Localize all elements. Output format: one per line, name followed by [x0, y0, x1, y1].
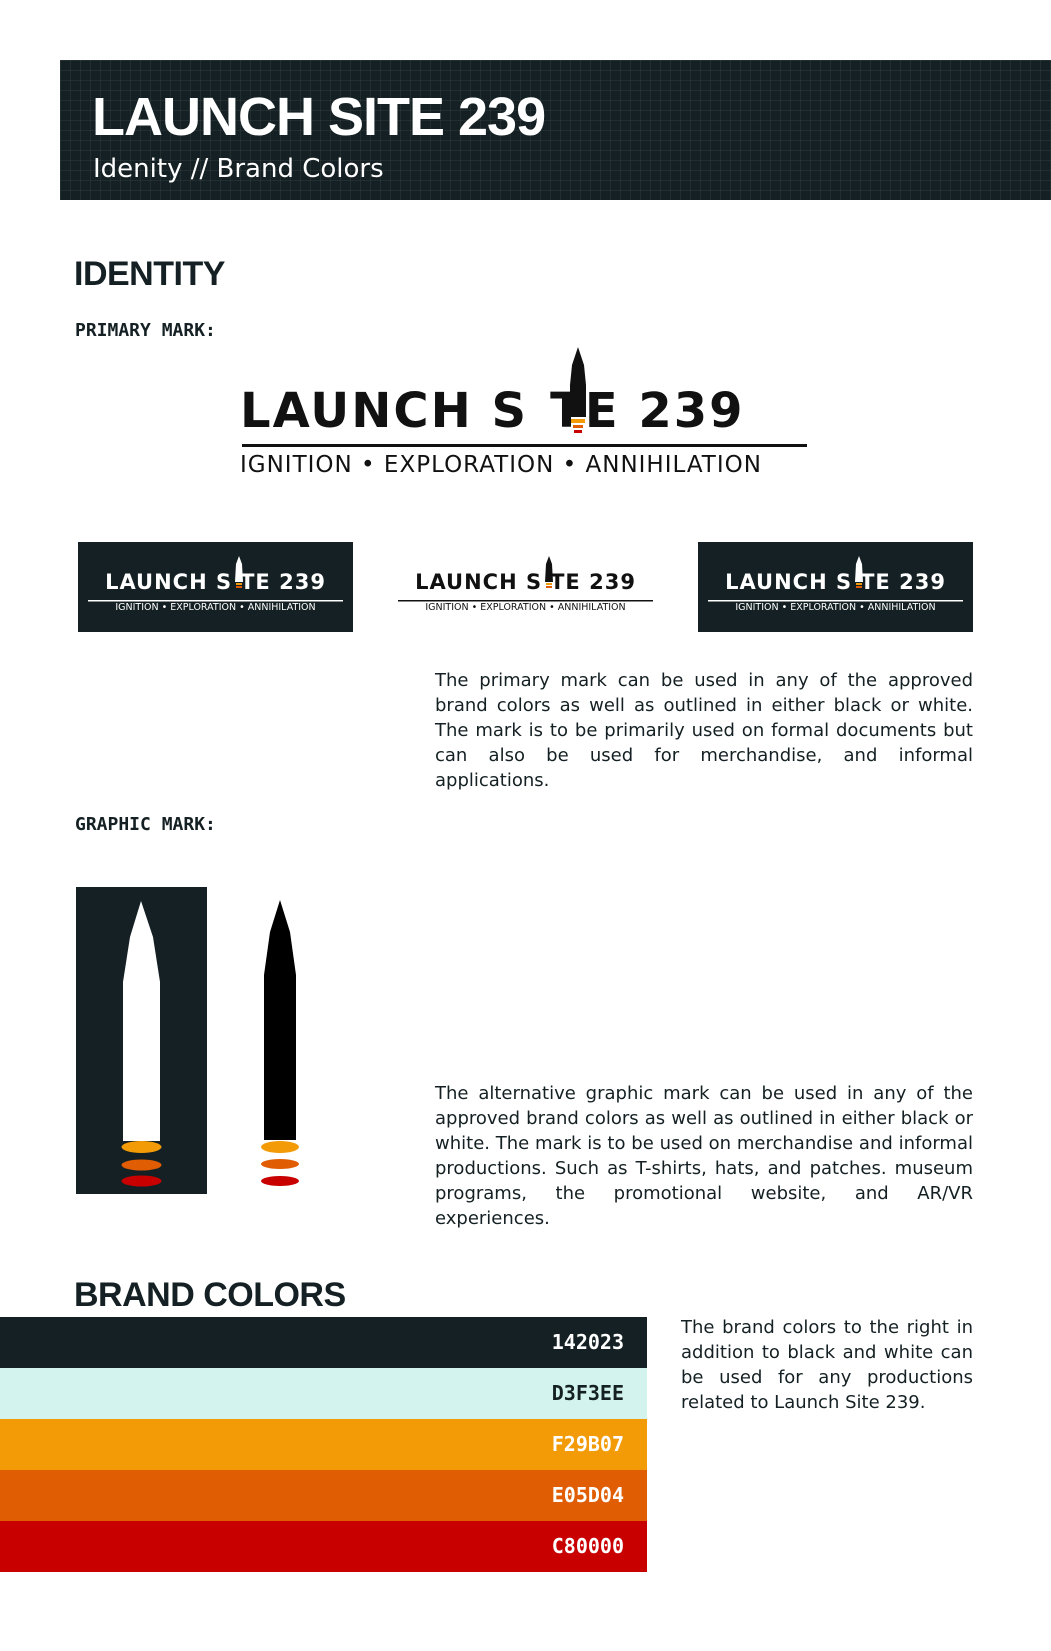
identity-heading: IDENTITY — [74, 255, 225, 293]
page-subtitle: Idenity // Brand Colors — [93, 154, 384, 184]
logo-word-right: TE 239 — [550, 383, 745, 439]
rocket-icon — [250, 887, 310, 1194]
primary-mark-label: PRIMARY MARK: — [75, 320, 216, 341]
logo-variant-light: LAUNCH S TE 239 IGNITION • EXPLORATION • ANNIHILATION — [388, 542, 663, 632]
graphic-mark-description: The alternative graphic mark can be used in any of the approved brand colors as well as outlined in either black or white. The mark is to be used on merchandise and informal productions. Such as T-shirts, hats, and patches. museum programs, the promotional website, and AR/VR experiences. — [435, 1083, 973, 1229]
color-swatch-D3F3EE — [0, 1368, 647, 1419]
brand-colors-heading: BRAND COLORS — [74, 1276, 346, 1314]
color-swatch-E05D04 — [0, 1470, 647, 1521]
logo-variant-dark-2: LAUNCH S TE 239 IGNITION • EXPLORATION • ANNIHILATION — [698, 542, 973, 632]
swatch-hex-label: 142023 — [551, 1330, 624, 1354]
logo-word-left: LAUNCH S — [240, 383, 529, 439]
color-swatch-F29B07 — [0, 1419, 647, 1470]
swatch-hex-label: F29B07 — [551, 1432, 624, 1456]
logo-tagline: IGNITION • EXPLORATION • ANNIHILATION — [240, 452, 762, 478]
swatch-hex-label: E05D04 — [551, 1483, 624, 1507]
graphic-mark-label: GRAPHIC MARK: — [75, 814, 216, 835]
primary-logo — [240, 345, 810, 485]
color-swatch-C80000 — [0, 1521, 647, 1572]
swatch-hex-label: C80000 — [551, 1534, 624, 1558]
brand-colors-description: The brand colors to the right in addition to black and white can be used for any productions related to Launch Site 239. — [681, 1317, 973, 1413]
primary-mark-description: The primary mark can be used in any of the approved brand colors as well as outlined in either black or white. The mark is to be primarily used on formal documents but can also be used for merchandise, and informal applications. — [435, 670, 973, 791]
rocket-icon — [76, 887, 207, 1194]
logo-variant-dark-1: LAUNCH S TE 239 IGNITION • EXPLORATION • ANNIHILATION — [78, 542, 353, 632]
color-swatch-142023 — [0, 1317, 647, 1368]
graphic-mark-dark — [76, 887, 207, 1194]
graphic-mark-light — [250, 887, 310, 1194]
swatch-hex-label: D3F3EE — [551, 1381, 624, 1405]
page-title: LAUNCH SITE 239 — [92, 87, 546, 147]
